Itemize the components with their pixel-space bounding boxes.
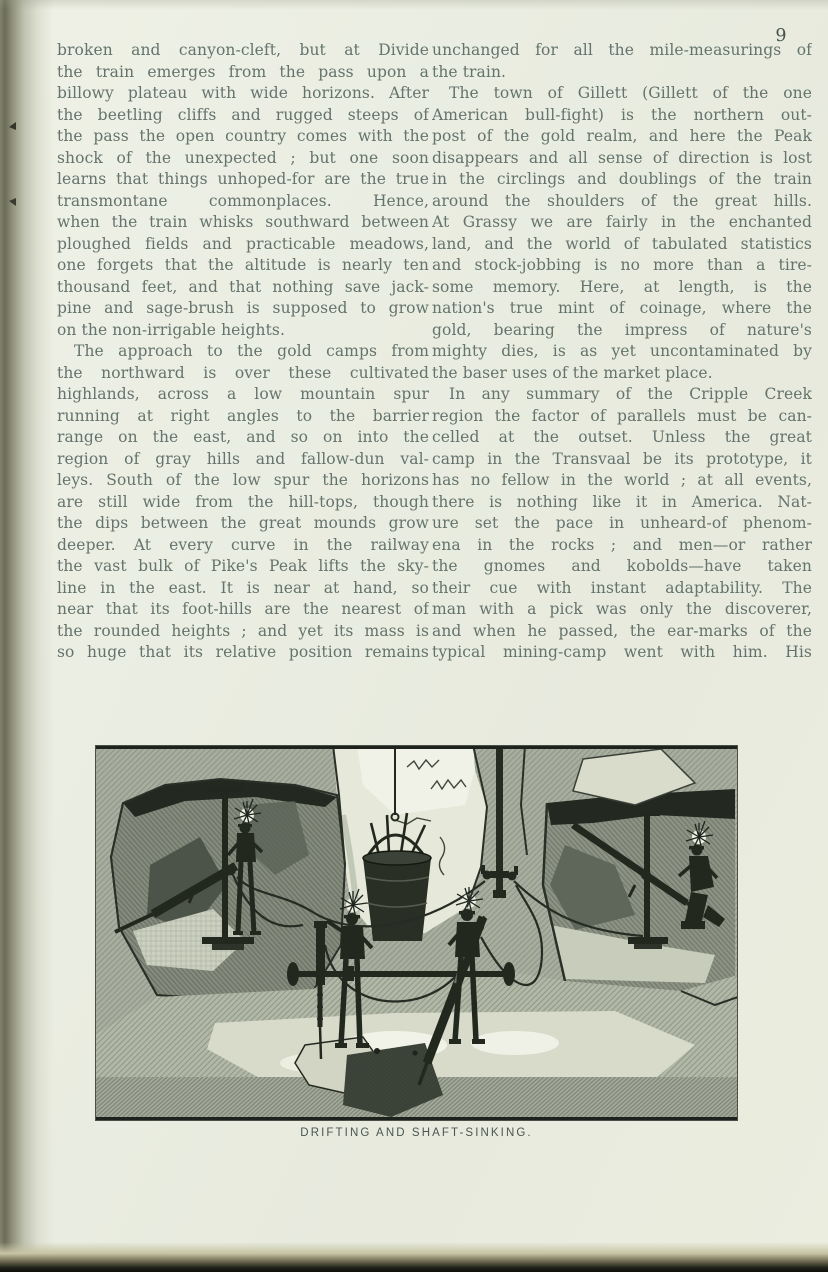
text-line: some memory. Here, at length, is the xyxy=(432,277,812,296)
text-line: and when he passed, the ear-marks of the xyxy=(432,621,812,640)
text-line: ploughed fields and practicable meadows, xyxy=(57,234,429,253)
text-line: gold, bearing the impress of nature's xyxy=(432,320,812,339)
text-line: transmontane commonplaces. Hence, xyxy=(57,191,429,210)
text-line: and stock-jobbing is no more than a tire- xyxy=(432,256,812,274)
text-line: deeper. At every curve in the railway xyxy=(57,535,429,554)
text-line: man with a pick was only the discoverer, xyxy=(432,600,812,618)
text-line: one forgets that the altitude is nearly ten xyxy=(57,256,429,274)
text-line: running at right angles to the barrier xyxy=(57,406,429,425)
edge-speck xyxy=(9,198,16,206)
mine-illustration xyxy=(95,745,738,1121)
text-line: American bull-fight) is the northern out- xyxy=(432,105,812,124)
text-line: their cue with instant adaptability. The xyxy=(432,578,812,597)
text-line: the baser uses of the market place. xyxy=(432,363,713,382)
text-line: region the factor of parallels must be can- xyxy=(432,406,812,425)
text-line: region of gray hills and fallow-dun val- xyxy=(57,449,429,468)
text-line: the vast bulk of Pike's Peak lifts the sky- xyxy=(57,557,429,575)
text-line: leys. South of the low spur the horizons xyxy=(57,471,429,489)
text-line: when the train whisks southward between xyxy=(57,213,429,231)
text-line: on the non-irrigable heights. xyxy=(57,320,285,339)
text-line: the rounded heights ; and yet its mass is xyxy=(57,621,429,640)
text-line: ure set the pace in unheard-of phenom- xyxy=(432,514,812,532)
illustration-caption: DRIFTING AND SHAFT-SINKING. xyxy=(300,1127,533,1139)
text-line: ena in the rocks ; and men—or rather xyxy=(432,535,812,554)
text-line: the pass the open country comes with the xyxy=(57,127,429,145)
text-line: has no fellow in the world ; at all events, xyxy=(432,471,812,489)
text-line: the train emerges from the pass upon a xyxy=(57,62,429,81)
text-line: The town of Gillett (Gillett of the one xyxy=(449,84,812,102)
text-line: thousand feet, and that nothing save jack- xyxy=(57,277,429,296)
text-line: post of the gold realm, and here the Peak xyxy=(432,127,812,145)
text-line: the northward is over these cultivated xyxy=(57,363,429,382)
edge-speck xyxy=(9,122,16,130)
text-line: around the shoulders of the great hills. xyxy=(432,191,812,210)
gutter-shadow xyxy=(0,0,54,1272)
text-line: mighty dies, is as yet uncontaminated by xyxy=(432,342,812,360)
text-line: pine and sage-brush is supposed to grow xyxy=(57,299,429,317)
text-line: At Grassy we are fairly in the enchanted xyxy=(432,213,812,231)
text-line: highlands, across a low mountain spur xyxy=(57,385,429,403)
text-line: there is nothing like it in America. Nat- xyxy=(432,492,812,511)
text-line: billowy plateau with wide horizons. After xyxy=(57,84,429,102)
bottom-edge-shadow xyxy=(0,1242,828,1272)
text-line: the gnomes and kobolds—have taken xyxy=(432,557,812,575)
column-right xyxy=(432,40,812,664)
text-line: celled at the outset. Unless the great xyxy=(432,428,812,446)
text-line: disappears and all sense of direction is lost xyxy=(432,148,812,167)
text-line: the beetling cliffs and rugged steeps of xyxy=(57,105,429,124)
text-line: shock of the unexpected ; but one soon xyxy=(57,148,429,167)
text-line: near that its foot-hills are the nearest of xyxy=(57,600,429,618)
text-line: camp in the Transvaal be its prototype, it xyxy=(432,449,812,468)
text-line: the train. xyxy=(432,62,507,81)
text-line: broken and canyon-cleft, but at Divide xyxy=(57,41,429,59)
text-line: In any summary of the Cripple Creek xyxy=(449,385,812,403)
text-line: nation's true mint of coinage, where the xyxy=(432,299,812,317)
text-line: in the circlings and doublings of the train xyxy=(432,170,812,188)
text-line: unchanged for all the mile-measurings of xyxy=(432,41,812,59)
mine-illustration-svg xyxy=(95,745,738,1121)
text-line: line in the east. It is near at hand, so xyxy=(57,578,429,597)
text-line: are still wide from the hill-tops, though xyxy=(57,492,429,511)
text-line: typical mining-camp went with him. His xyxy=(432,643,812,661)
text-line: land, and the world of tabulated statistics xyxy=(432,234,812,253)
text-line: learns that things unhoped-for are the true xyxy=(57,170,429,188)
page-number: 9 xyxy=(775,26,787,46)
column-left xyxy=(57,40,429,664)
top-edge-haze xyxy=(0,0,828,10)
text-line: range on the east, and so on into the xyxy=(57,428,429,446)
text-line: The approach to the gold camps from xyxy=(74,342,429,360)
text-line: so huge that its relative position remains xyxy=(57,643,429,661)
text-line: the dips between the great mounds grow xyxy=(57,514,429,532)
